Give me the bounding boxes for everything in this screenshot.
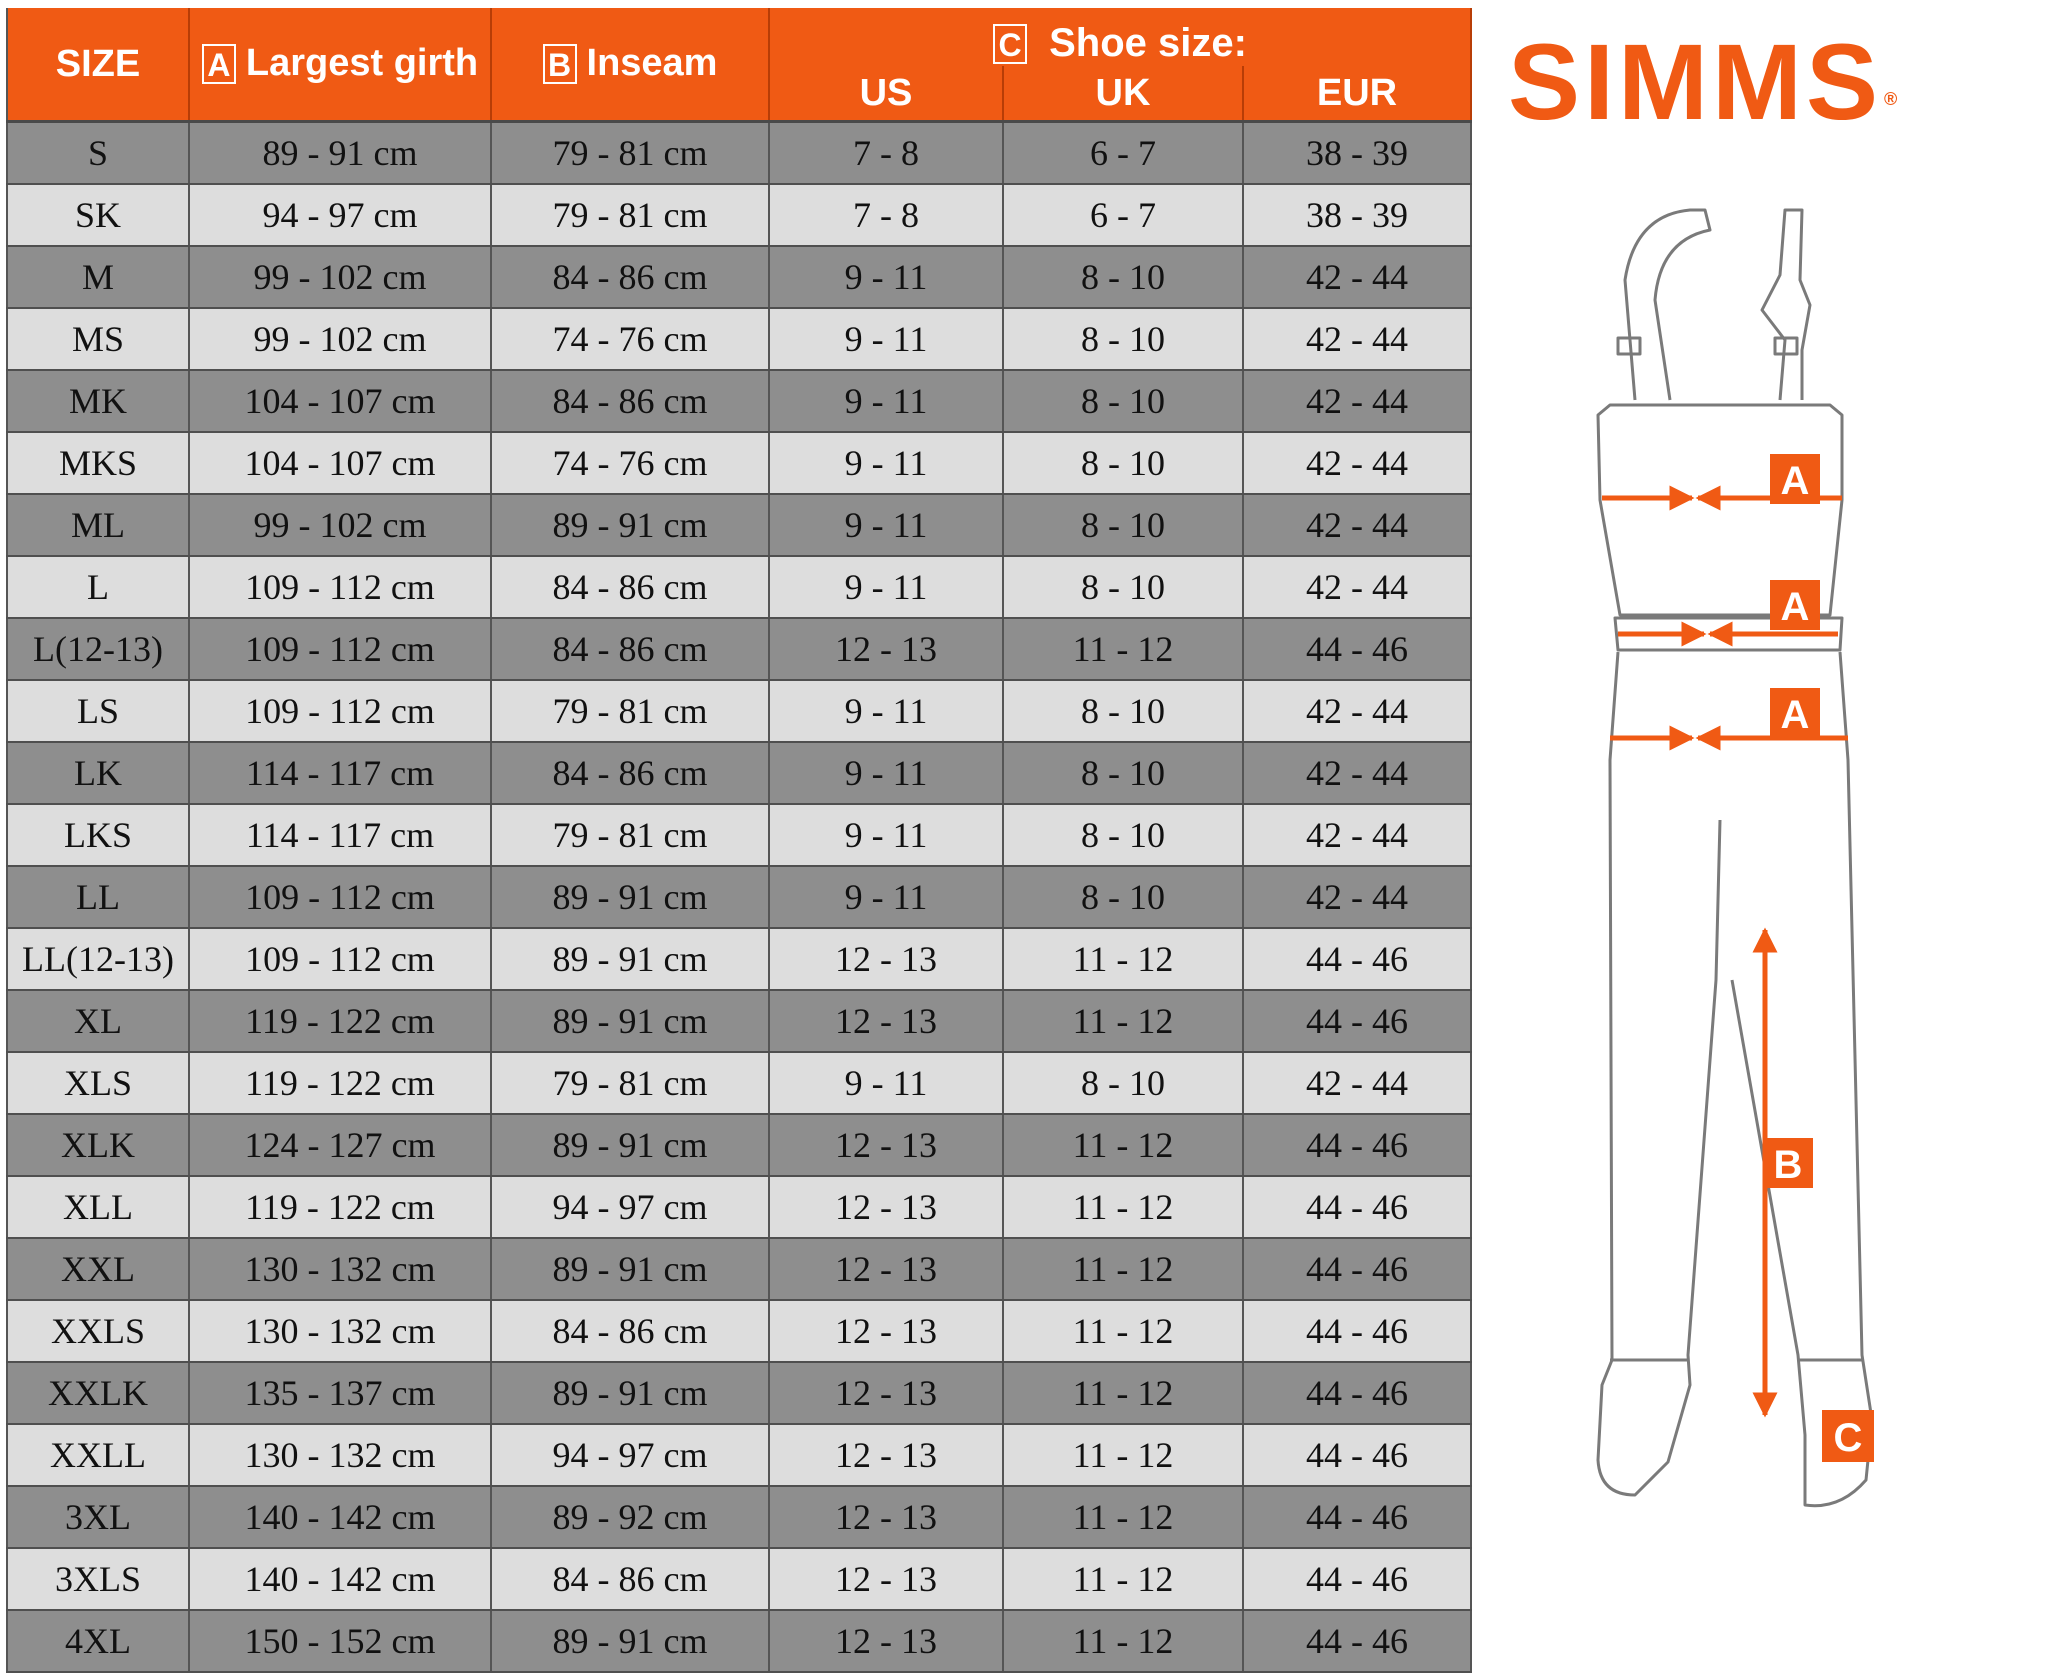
us-cell: 7 - 8 (769, 122, 1003, 185)
girth-cell: 109 - 112 cm (189, 866, 491, 928)
shoe-letter-badge: C (993, 24, 1027, 64)
table-row (7, 370, 1471, 432)
us-cell: 7 - 8 (769, 184, 1003, 246)
uk-cell: 11 - 12 (1003, 1424, 1243, 1486)
table-row (7, 1114, 1471, 1176)
inseam-cell: 84 - 86 cm (491, 1548, 769, 1610)
inseam-cell: 89 - 91 cm (491, 1114, 769, 1176)
inseam-cell: 89 - 91 cm (491, 928, 769, 990)
table-row (7, 246, 1471, 308)
inseam-cell: 74 - 76 cm (491, 432, 769, 494)
girth-cell: 135 - 137 cm (189, 1362, 491, 1424)
table-row (7, 308, 1471, 370)
girth-cell: 104 - 107 cm (189, 370, 491, 432)
table-row (7, 742, 1471, 804)
eur-cell: 42 - 44 (1243, 432, 1471, 494)
uk-cell: 8 - 10 (1003, 370, 1243, 432)
table-row (7, 990, 1471, 1052)
size-cell: XXL (7, 1238, 189, 1300)
inseam-cell: 79 - 81 cm (491, 184, 769, 246)
girth-cell: 119 - 122 cm (189, 1052, 491, 1114)
girth-cell: 94 - 97 cm (189, 184, 491, 246)
girth-cell: 109 - 112 cm (189, 556, 491, 618)
wader-outline (1598, 210, 1872, 1506)
eur-cell: 44 - 46 (1243, 1362, 1471, 1424)
us-cell: 12 - 13 (769, 1114, 1003, 1176)
inseam-cell: 89 - 91 cm (491, 866, 769, 928)
size-cell: LKS (7, 804, 189, 866)
header-uk: UK (1003, 66, 1243, 122)
inseam-cell: 84 - 86 cm (491, 246, 769, 308)
eur-cell: 44 - 46 (1243, 990, 1471, 1052)
inseam-cell: 79 - 81 cm (491, 680, 769, 742)
eur-cell: 42 - 44 (1243, 680, 1471, 742)
uk-cell: 11 - 12 (1003, 1114, 1243, 1176)
table-row (7, 618, 1471, 680)
eur-cell: 44 - 46 (1243, 1238, 1471, 1300)
uk-cell: 8 - 10 (1003, 556, 1243, 618)
logo-text: SIMMS (1508, 21, 1883, 142)
us-cell: 12 - 13 (769, 990, 1003, 1052)
svg-text:A: A (1780, 693, 1810, 737)
size-cell: M (7, 246, 189, 308)
girth-letter-badge: A (202, 44, 236, 84)
girth-cell: 140 - 142 cm (189, 1548, 491, 1610)
uk-cell: 11 - 12 (1003, 1300, 1243, 1362)
eur-cell: 44 - 46 (1243, 928, 1471, 990)
eur-cell: 44 - 46 (1243, 1300, 1471, 1362)
size-cell: XXLK (7, 1362, 189, 1424)
table-row (7, 432, 1471, 494)
registered-mark: ® (1884, 89, 1902, 109)
eur-cell: 42 - 44 (1243, 494, 1471, 556)
inseam-cell: 74 - 76 cm (491, 308, 769, 370)
table-row (7, 556, 1471, 618)
size-cell: 3XLS (7, 1548, 189, 1610)
girth-cell: 119 - 122 cm (189, 990, 491, 1052)
us-cell: 9 - 11 (769, 432, 1003, 494)
us-cell: 12 - 13 (769, 1610, 1003, 1672)
svg-text:C: C (1833, 1416, 1863, 1460)
header-shoe-label: Shoe size: (1049, 21, 1247, 65)
eur-cell: 44 - 46 (1243, 1548, 1471, 1610)
simms-logo (1508, 21, 1902, 142)
table-row (7, 1362, 1471, 1424)
size-cell: MK (7, 370, 189, 432)
girth-cell: 150 - 152 cm (189, 1610, 491, 1672)
table-row (7, 866, 1471, 928)
eur-cell: 42 - 44 (1243, 742, 1471, 804)
us-cell: 12 - 13 (769, 1300, 1003, 1362)
uk-cell: 8 - 10 (1003, 432, 1243, 494)
inseam-cell: 89 - 91 cm (491, 1362, 769, 1424)
inseam-cell: 79 - 81 cm (491, 1052, 769, 1114)
inseam-cell: 89 - 91 cm (491, 494, 769, 556)
uk-cell: 11 - 12 (1003, 618, 1243, 680)
uk-cell: 8 - 10 (1003, 494, 1243, 556)
size-cell: 3XL (7, 1486, 189, 1548)
girth-cell: 140 - 142 cm (189, 1486, 491, 1548)
size-cell: L (7, 556, 189, 618)
uk-cell: 6 - 7 (1003, 184, 1243, 246)
us-cell: 12 - 13 (769, 1424, 1003, 1486)
eur-cell: 42 - 44 (1243, 556, 1471, 618)
uk-cell: 8 - 10 (1003, 680, 1243, 742)
wader-diagram (1540, 200, 1980, 1520)
eur-cell: 44 - 46 (1243, 618, 1471, 680)
header-eur: EUR (1243, 66, 1471, 122)
uk-cell: 11 - 12 (1003, 928, 1243, 990)
girth-cell: 89 - 91 cm (189, 122, 491, 185)
girth-cell: 99 - 102 cm (189, 246, 491, 308)
uk-cell: 11 - 12 (1003, 990, 1243, 1052)
eur-cell: 44 - 46 (1243, 1176, 1471, 1238)
size-chart-table (6, 8, 1472, 1673)
inseam-cell: 89 - 91 cm (491, 1238, 769, 1300)
belt-marker (1770, 580, 1820, 630)
us-cell: 9 - 11 (769, 494, 1003, 556)
table-row (7, 804, 1471, 866)
table-row (7, 122, 1471, 185)
girth-cell: 99 - 102 cm (189, 494, 491, 556)
eur-cell: 42 - 44 (1243, 1052, 1471, 1114)
uk-cell: 8 - 10 (1003, 246, 1243, 308)
uk-cell: 8 - 10 (1003, 742, 1243, 804)
size-cell: SK (7, 184, 189, 246)
size-cell: LL (7, 866, 189, 928)
uk-cell: 11 - 12 (1003, 1548, 1243, 1610)
uk-cell: 6 - 7 (1003, 122, 1243, 185)
eur-cell: 42 - 44 (1243, 804, 1471, 866)
inseam-cell: 79 - 81 cm (491, 122, 769, 185)
uk-cell: 11 - 12 (1003, 1486, 1243, 1548)
us-cell: 9 - 11 (769, 804, 1003, 866)
us-cell: 12 - 13 (769, 928, 1003, 990)
size-cell: ML (7, 494, 189, 556)
us-cell: 12 - 13 (769, 1548, 1003, 1610)
inseam-cell: 84 - 86 cm (491, 618, 769, 680)
eur-cell: 42 - 44 (1243, 370, 1471, 432)
eur-cell: 44 - 46 (1243, 1486, 1471, 1548)
us-cell: 12 - 13 (769, 1176, 1003, 1238)
header-size (7, 8, 189, 122)
inseam-cell: 89 - 92 cm (491, 1486, 769, 1548)
girth-cell: 109 - 112 cm (189, 680, 491, 742)
eur-cell: 44 - 46 (1243, 1424, 1471, 1486)
us-cell: 9 - 11 (769, 866, 1003, 928)
girth-cell: 99 - 102 cm (189, 308, 491, 370)
header-inseam (491, 8, 769, 122)
chest-marker (1770, 454, 1820, 504)
header-largest-girth (189, 8, 491, 122)
table-row (7, 1424, 1471, 1486)
inseam-letter-badge: B (543, 44, 577, 84)
hip-marker (1770, 688, 1820, 738)
table-row (7, 184, 1471, 246)
girth-cell: 109 - 112 cm (189, 928, 491, 990)
measure-marks (1602, 498, 1848, 1415)
svg-text:B: B (1773, 1143, 1803, 1187)
us-cell: 9 - 11 (769, 370, 1003, 432)
eur-cell: 38 - 39 (1243, 184, 1471, 246)
table-row (7, 494, 1471, 556)
uk-cell: 8 - 10 (1003, 308, 1243, 370)
uk-cell: 11 - 12 (1003, 1238, 1243, 1300)
us-cell: 9 - 11 (769, 246, 1003, 308)
table-row (7, 1486, 1471, 1548)
table-body (7, 122, 1471, 1673)
girth-cell: 130 - 132 cm (189, 1238, 491, 1300)
table-row (7, 1548, 1471, 1610)
size-cell: L(12-13) (7, 618, 189, 680)
us-cell: 9 - 11 (769, 308, 1003, 370)
us-cell: 9 - 11 (769, 680, 1003, 742)
uk-cell: 8 - 10 (1003, 804, 1243, 866)
size-cell: XLK (7, 1114, 189, 1176)
girth-cell: 130 - 132 cm (189, 1300, 491, 1362)
svg-text:A: A (1780, 459, 1810, 503)
table-row (7, 928, 1471, 990)
header-shoe-size (769, 8, 1471, 66)
inseam-cell: 89 - 91 cm (491, 1610, 769, 1672)
table-row (7, 1176, 1471, 1238)
size-cell: XXLS (7, 1300, 189, 1362)
us-cell: 12 - 13 (769, 618, 1003, 680)
header-us: US (769, 66, 1003, 122)
inseam-cell: 94 - 97 cm (491, 1176, 769, 1238)
eur-cell: 42 - 44 (1243, 246, 1471, 308)
girth-cell: 114 - 117 cm (189, 804, 491, 866)
eur-cell: 42 - 44 (1243, 308, 1471, 370)
uk-cell: 8 - 10 (1003, 1052, 1243, 1114)
inseam-cell: 84 - 86 cm (491, 742, 769, 804)
size-cell: S (7, 122, 189, 185)
us-cell: 9 - 11 (769, 1052, 1003, 1114)
eur-cell: 44 - 46 (1243, 1114, 1471, 1176)
eur-cell: 38 - 39 (1243, 122, 1471, 185)
us-cell: 12 - 13 (769, 1238, 1003, 1300)
table-row (7, 1238, 1471, 1300)
size-cell: XLS (7, 1052, 189, 1114)
table-row (7, 680, 1471, 742)
inseam-cell: 94 - 97 cm (491, 1424, 769, 1486)
inseam-marker (1763, 1138, 1813, 1188)
size-cell: LL(12-13) (7, 928, 189, 990)
size-cell: XL (7, 990, 189, 1052)
inseam-cell: 89 - 91 cm (491, 990, 769, 1052)
uk-cell: 11 - 12 (1003, 1362, 1243, 1424)
table-row (7, 1300, 1471, 1362)
inseam-cell: 79 - 81 cm (491, 804, 769, 866)
size-cell: XLL (7, 1176, 189, 1238)
table-row (7, 1052, 1471, 1114)
inseam-cell: 84 - 86 cm (491, 556, 769, 618)
svg-text:A: A (1780, 585, 1810, 629)
header-inseam-label: Inseam (586, 42, 718, 85)
us-cell: 9 - 11 (769, 556, 1003, 618)
size-cell: 4XL (7, 1610, 189, 1672)
uk-cell: 11 - 12 (1003, 1176, 1243, 1238)
girth-cell: 124 - 127 cm (189, 1114, 491, 1176)
girth-cell: 109 - 112 cm (189, 618, 491, 680)
inseam-cell: 84 - 86 cm (491, 370, 769, 432)
girth-cell: 119 - 122 cm (189, 1176, 491, 1238)
size-cell: XXLL (7, 1424, 189, 1486)
boot-marker (1822, 1410, 1874, 1462)
table-row (7, 1610, 1471, 1672)
girth-cell: 104 - 107 cm (189, 432, 491, 494)
header-size-label: SIZE (55, 42, 141, 85)
size-cell: MS (7, 308, 189, 370)
eur-cell: 42 - 44 (1243, 866, 1471, 928)
header-girth-label: Largest girth (245, 42, 479, 85)
girth-cell: 114 - 117 cm (189, 742, 491, 804)
size-cell: LK (7, 742, 189, 804)
size-cell: MKS (7, 432, 189, 494)
uk-cell: 11 - 12 (1003, 1610, 1243, 1672)
inseam-cell: 84 - 86 cm (491, 1300, 769, 1362)
us-cell: 12 - 13 (769, 1362, 1003, 1424)
us-cell: 9 - 11 (769, 742, 1003, 804)
uk-cell: 8 - 10 (1003, 866, 1243, 928)
girth-cell: 130 - 132 cm (189, 1424, 491, 1486)
us-cell: 12 - 13 (769, 1486, 1003, 1548)
size-cell: LS (7, 680, 189, 742)
eur-cell: 44 - 46 (1243, 1610, 1471, 1672)
